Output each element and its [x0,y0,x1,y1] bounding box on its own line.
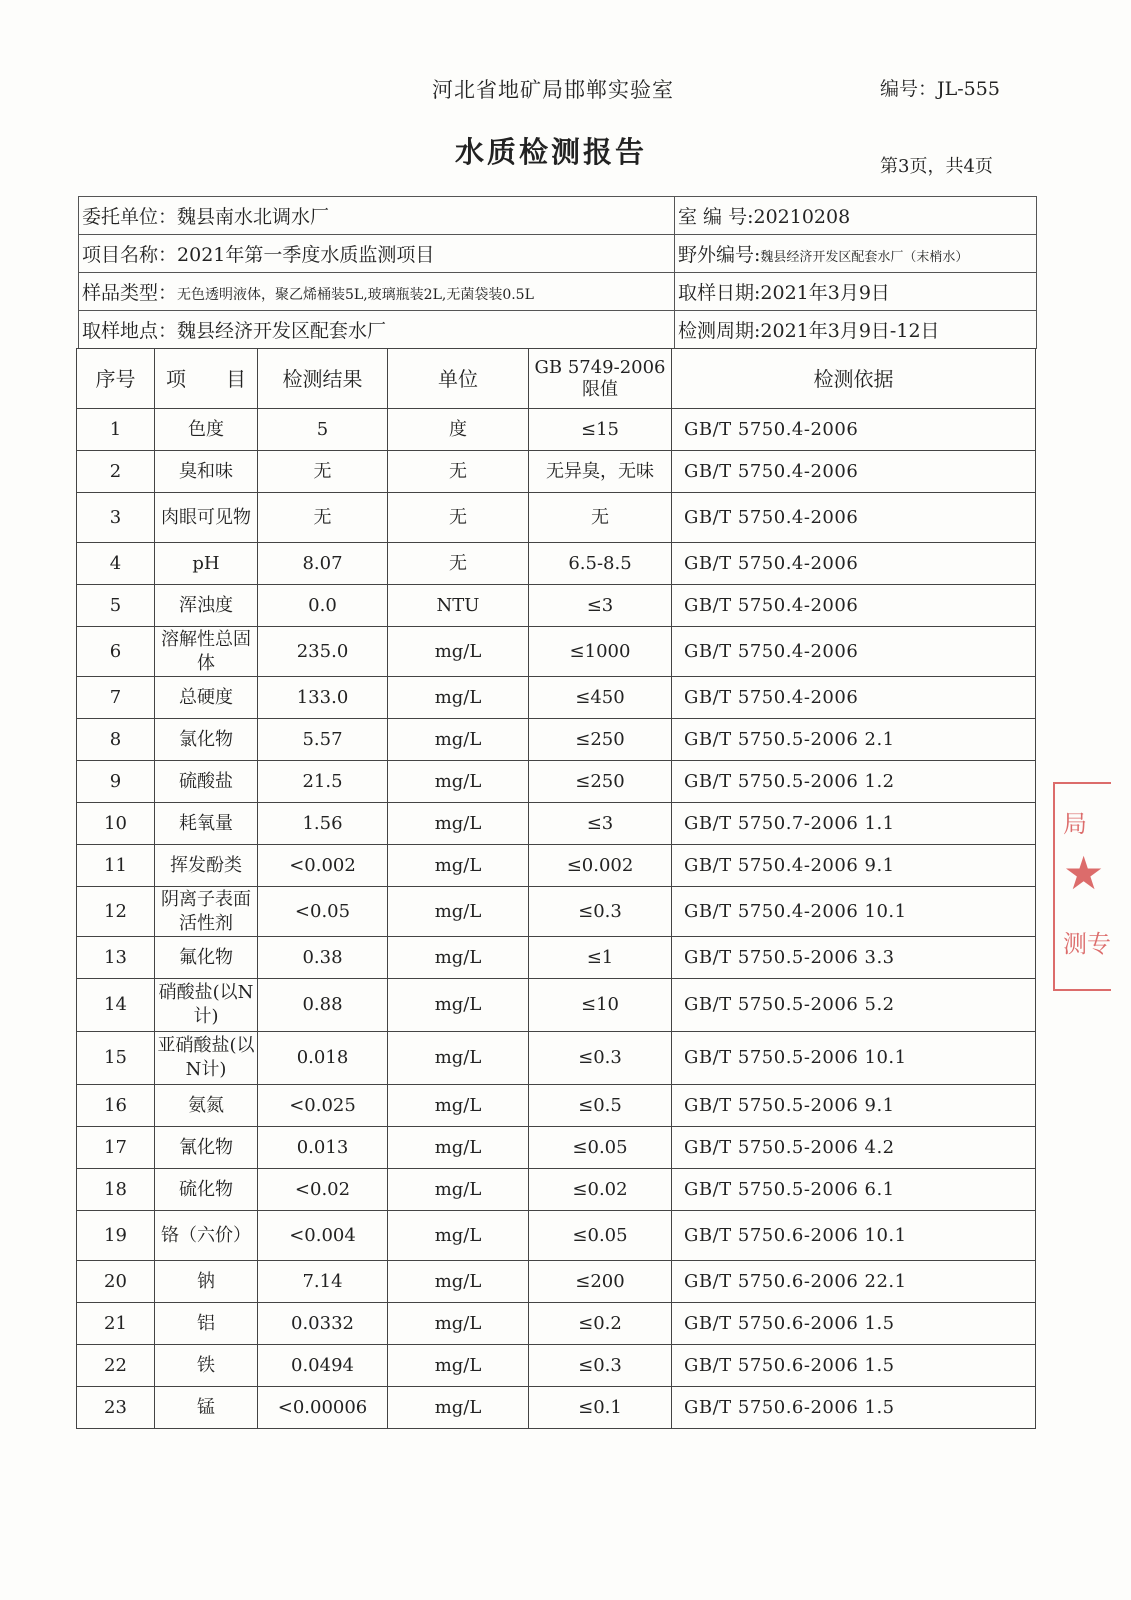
header-limit-line1: GB 5749-2006 [534,356,666,378]
room-label: 室 编 号: [678,206,754,228]
row-no: 3 [77,493,155,543]
row-basis: GB/T 5750.6-2006 22.1 [672,1261,1036,1303]
period-value: 2021年3月9日-12日 [760,320,940,342]
row-limit: ≤3 [529,803,672,845]
row-limit: ≤3 [529,585,672,627]
row-unit: NTU [388,585,529,627]
row-result: 0.38 [258,937,388,979]
page-number: 第3页，共4页 [880,156,993,177]
row-limit: ≤250 [529,761,672,803]
row-limit: ≤0.02 [529,1169,672,1211]
info-row [79,197,1037,235]
table-row [77,761,1036,803]
row-no: 23 [77,1387,155,1429]
row-unit: mg/L [388,1211,529,1261]
table-row [77,1261,1036,1303]
header-basis: 检测依据 [672,349,1036,409]
header-unit: 单位 [388,349,529,409]
sample-type-label: 样品类型： [82,282,178,304]
row-item: 总硬度 [155,677,258,719]
row-unit: 无 [388,451,529,493]
info-row [79,235,1037,273]
row-item: 硫酸盐 [155,761,258,803]
row-basis: GB/T 5750.4-2006 [672,677,1036,719]
table-row [77,585,1036,627]
client-cell [79,197,675,235]
row-limit: ≤0.002 [529,845,672,887]
report-code: 编号：JL-555 [880,78,1000,100]
row-result: 0.0494 [258,1345,388,1387]
row-no: 22 [77,1345,155,1387]
header-no: 序号 [77,349,155,409]
row-unit: mg/L [388,1387,529,1429]
row-basis: GB/T 5750.6-2006 1.5 [672,1303,1036,1345]
row-no: 2 [77,451,155,493]
table-row [77,451,1036,493]
row-basis: GB/T 5750.6-2006 1.5 [672,1345,1036,1387]
row-result: 8.07 [258,543,388,585]
table-row [77,409,1036,451]
table-row [77,677,1036,719]
row-limit: ≤0.2 [529,1303,672,1345]
row-limit: ≤0.3 [529,1032,672,1085]
period-cell [675,311,1037,349]
table-row [77,1303,1036,1345]
row-basis: GB/T 5750.5-2006 9.1 [672,1085,1036,1127]
row-unit: mg/L [388,627,529,677]
row-item: 硫化物 [155,1169,258,1211]
client-label: 委托单位： [82,206,178,228]
stamp-text-top: 局 [1063,810,1087,838]
row-item: 耗氧量 [155,803,258,845]
row-result: <0.004 [258,1211,388,1261]
row-no: 14 [77,979,155,1032]
row-limit: ≤10 [529,979,672,1032]
field-label: 野外编号: [678,244,761,266]
row-basis: GB/T 5750.5-2006 10.1 [672,1032,1036,1085]
row-item: 氰化物 [155,1127,258,1169]
location-value: 魏县经济开发区配套水厂 [177,320,387,342]
row-unit: 无 [388,543,529,585]
table-row [77,1127,1036,1169]
row-unit: mg/L [388,1169,529,1211]
row-no: 11 [77,845,155,887]
lab-name: 河北省地矿局邯郸实验室 [432,78,674,102]
row-limit: ≤15 [529,409,672,451]
row-unit: mg/L [388,1345,529,1387]
row-basis: GB/T 5750.6-2006 10.1 [672,1211,1036,1261]
project-cell [79,235,675,273]
row-unit: mg/L [388,1085,529,1127]
row-basis: GB/T 5750.4-2006 [672,627,1036,677]
row-no: 9 [77,761,155,803]
row-limit: ≤0.3 [529,1345,672,1387]
info-table [78,196,1037,349]
row-no: 4 [77,543,155,585]
row-unit: mg/L [388,887,529,937]
table-header-row [77,349,1036,409]
row-basis: GB/T 5750.6-2006 1.5 [672,1387,1036,1429]
row-result: 0.0332 [258,1303,388,1345]
table-row [77,887,1036,937]
sample-type-cell [79,273,675,311]
row-result: <0.02 [258,1169,388,1211]
row-basis: GB/T 5750.5-2006 3.3 [672,937,1036,979]
row-item: 氟化物 [155,937,258,979]
table-row [77,1032,1036,1085]
row-item: pH [155,543,258,585]
row-no: 13 [77,937,155,979]
info-row [79,311,1037,349]
row-result: 0.013 [258,1127,388,1169]
row-no: 21 [77,1303,155,1345]
row-item: 铝 [155,1303,258,1345]
stamp-text-bottom: 测专 [1063,930,1111,958]
table-row [77,803,1036,845]
table-row [77,1211,1036,1261]
row-result: 0.018 [258,1032,388,1085]
row-basis: GB/T 5750.4-2006 9.1 [672,845,1036,887]
sample-type-value: 无色透明液体，聚乙烯桶装5L,玻璃瓶装2L,无菌袋装0.5L [177,287,534,303]
results-body [77,409,1036,1429]
date-label: 取样日期: [678,282,761,304]
table-row [77,979,1036,1032]
row-no: 5 [77,585,155,627]
row-item: 溶解性总固体 [155,627,258,677]
table-row [77,937,1036,979]
row-basis: GB/T 5750.4-2006 [672,451,1036,493]
row-unit: mg/L [388,1261,529,1303]
row-unit: 度 [388,409,529,451]
row-no: 8 [77,719,155,761]
header-result: 检测结果 [258,349,388,409]
row-no: 20 [77,1261,155,1303]
row-basis: GB/T 5750.4-2006 [672,585,1036,627]
row-no: 1 [77,409,155,451]
row-no: 19 [77,1211,155,1261]
row-basis: GB/T 5750.4-2006 [672,493,1036,543]
row-result: 1.56 [258,803,388,845]
row-result: <0.00006 [258,1387,388,1429]
report-title: 水质检测报告 [455,135,648,169]
table-row [77,1169,1036,1211]
row-result: 5 [258,409,388,451]
room-value: 20210208 [753,206,851,228]
table-row [77,1085,1036,1127]
row-item: 锰 [155,1387,258,1429]
table-row [77,627,1036,677]
table-row [77,845,1036,887]
row-result: <0.002 [258,845,388,887]
header-item: 项 目 [155,349,258,409]
row-item: 肉眼可见物 [155,493,258,543]
table-row [77,543,1036,585]
field-value: 魏县经济开发区配套水厂（末梢水） [760,250,969,265]
row-limit: ≤0.05 [529,1211,672,1261]
row-unit: mg/L [388,1032,529,1085]
row-unit: mg/L [388,1127,529,1169]
row-no: 10 [77,803,155,845]
row-result: 无 [258,451,388,493]
project-value: 2021年第一季度水质监测项目 [177,244,435,266]
table-row [77,719,1036,761]
row-item: 阴离子表面活性剂 [155,887,258,937]
row-basis: GB/T 5750.5-2006 4.2 [672,1127,1036,1169]
row-unit: mg/L [388,803,529,845]
header-limit-line2: 限值 [582,378,618,400]
row-limit: ≤0.1 [529,1387,672,1429]
table-row [77,1387,1036,1429]
row-item: 臭和味 [155,451,258,493]
row-limit: ≤0.5 [529,1085,672,1127]
row-item: 氯化物 [155,719,258,761]
row-item: 铬（六价） [155,1211,258,1261]
star-icon: ★ [1063,846,1105,900]
row-unit: mg/L [388,937,529,979]
location-label: 取样地点： [82,320,178,342]
row-no: 12 [77,887,155,937]
row-basis: GB/T 5750.4-2006 [672,543,1036,585]
row-no: 6 [77,627,155,677]
date-value: 2021年3月9日 [760,282,890,304]
row-unit: mg/L [388,979,529,1032]
row-limit: ≤450 [529,677,672,719]
client-value: 魏县南水北调水厂 [177,206,330,228]
row-no: 7 [77,677,155,719]
table-row [77,493,1036,543]
date-cell [675,273,1037,311]
row-result: <0.025 [258,1085,388,1127]
row-result: 0.88 [258,979,388,1032]
row-unit: mg/L [388,677,529,719]
row-basis: GB/T 5750.4-2006 10.1 [672,887,1036,937]
row-limit: ≤250 [529,719,672,761]
row-item: 氨氮 [155,1085,258,1127]
row-limit: 无 [529,493,672,543]
row-item: 浑浊度 [155,585,258,627]
row-basis: GB/T 5750.5-2006 2.1 [672,719,1036,761]
period-label: 检测周期: [678,320,761,342]
row-limit: ≤1000 [529,627,672,677]
red-seal-stamp [1053,782,1111,991]
field-cell [675,235,1037,273]
location-cell [79,311,675,349]
row-result: 21.5 [258,761,388,803]
row-unit: mg/L [388,845,529,887]
row-item: 铁 [155,1345,258,1387]
row-item: 钠 [155,1261,258,1303]
row-limit: ≤200 [529,1261,672,1303]
row-limit: ≤1 [529,937,672,979]
results-table [76,348,1036,1429]
row-result: 7.14 [258,1261,388,1303]
row-no: 17 [77,1127,155,1169]
row-basis: GB/T 5750.5-2006 1.2 [672,761,1036,803]
row-limit: ≤0.3 [529,887,672,937]
row-result: 无 [258,493,388,543]
row-unit: mg/L [388,761,529,803]
row-item: 亚硝酸盐(以N计) [155,1032,258,1085]
row-result: 133.0 [258,677,388,719]
row-item: 挥发酚类 [155,845,258,887]
row-item: 色度 [155,409,258,451]
row-unit: mg/L [388,719,529,761]
header-limit [529,349,672,409]
row-no: 15 [77,1032,155,1085]
row-result: 0.0 [258,585,388,627]
row-basis: GB/T 5750.5-2006 5.2 [672,979,1036,1032]
row-no: 16 [77,1085,155,1127]
info-row [79,273,1037,311]
row-limit: 6.5-8.5 [529,543,672,585]
row-basis: GB/T 5750.7-2006 1.1 [672,803,1036,845]
room-cell [675,197,1037,235]
table-row [77,1345,1036,1387]
row-item: 硝酸盐(以N计) [155,979,258,1032]
row-basis: GB/T 5750.5-2006 6.1 [672,1169,1036,1211]
row-unit: 无 [388,493,529,543]
row-no: 18 [77,1169,155,1211]
row-limit: 无异臭，无味 [529,451,672,493]
row-result: 235.0 [258,627,388,677]
row-unit: mg/L [388,1303,529,1345]
row-result: <0.05 [258,887,388,937]
row-result: 5.57 [258,719,388,761]
row-basis: GB/T 5750.4-2006 [672,409,1036,451]
project-label: 项目名称： [82,244,178,266]
row-limit: ≤0.05 [529,1127,672,1169]
